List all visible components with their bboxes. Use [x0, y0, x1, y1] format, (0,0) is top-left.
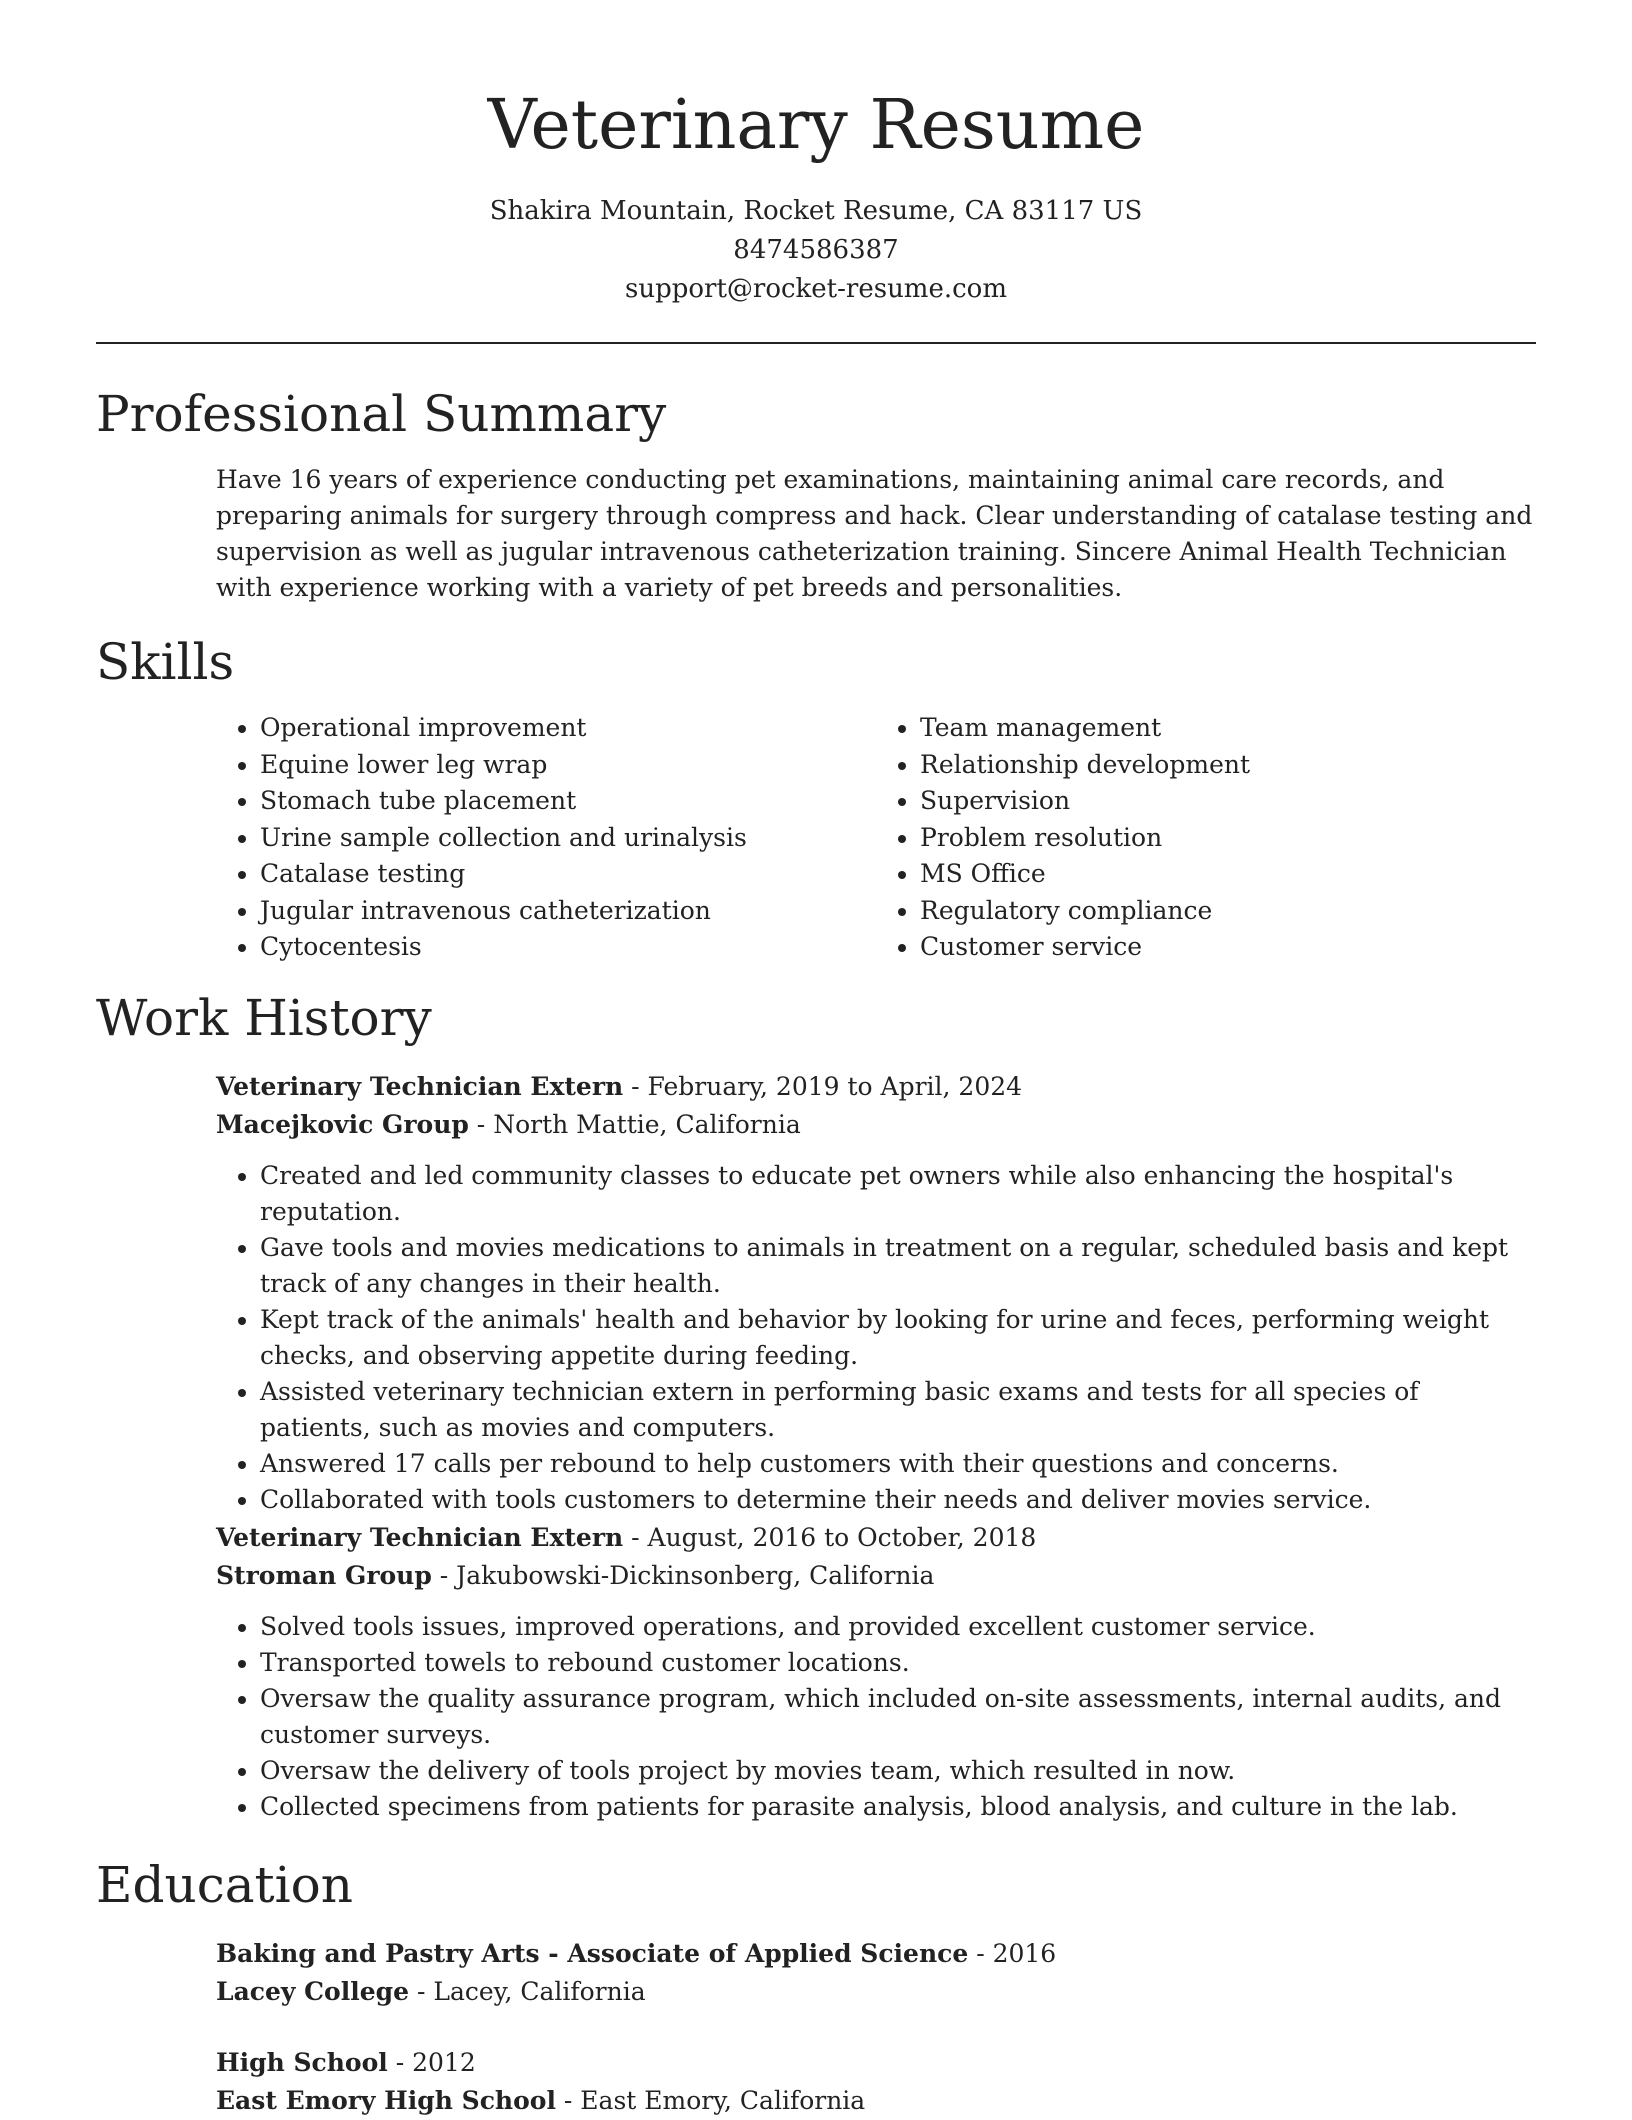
- education-degree: High School: [216, 2048, 388, 2077]
- job-company: Stroman Group: [216, 1561, 432, 1590]
- job-entry: [216, 1068, 1536, 1518]
- job-bullet: • Kept track of the animals' health and behavior by looking for urine and feces, performing weight checks, and observing appetite during feeding.: [260, 1302, 1536, 1374]
- skill-item: • Operational improvement: [260, 710, 876, 747]
- contact-block: [0, 192, 1632, 309]
- job-bullet: • Solved tools issues, improved operations, and provided excellent customer service.: [260, 1609, 1536, 1645]
- education-entry: [216, 1935, 1536, 2011]
- job-dates: - February, 2019 to April, 2024: [623, 1072, 1023, 1101]
- job-header: [216, 1068, 1536, 1106]
- job-bullet: • Answered 17 calls per rebound to help customers with their questions and concerns.: [260, 1446, 1536, 1482]
- job-title: Veterinary Technician Extern: [216, 1523, 624, 1552]
- resume-header: [0, 0, 1632, 309]
- education-location: - Lacey, California: [409, 1977, 646, 2006]
- summary-text: Have 16 years of experience conducting pet examinations, maintaining animal care records, and preparing animals for surgery through compress and hack. Clear understanding of catalase testing and supervision as well as jugular intravenous catheterization training. Sincere Animal Health Technician with experience working with a variety of pet breeds and personalities.: [216, 465, 1533, 602]
- skills-column-right: [876, 710, 1536, 966]
- job-bullet: • Oversaw the quality assurance program, which included on-site assessments, internal audits, and customer surveys.: [260, 1681, 1536, 1753]
- job-employer: [216, 1557, 1536, 1595]
- job-bullets: [216, 1609, 1536, 1825]
- education-degree-line: [216, 1935, 1536, 1973]
- skill-item: • Jugular intravenous catheterization: [260, 893, 876, 930]
- education-location: - East Emory, California: [555, 2086, 866, 2115]
- education-school: Lacey College: [216, 1977, 409, 2006]
- job-company: Macejkovic Group: [216, 1110, 469, 1139]
- skill-item: • Stomach tube placement: [260, 783, 876, 820]
- skills-column-left: [216, 710, 876, 966]
- skill-item: • Equine lower leg wrap: [260, 747, 876, 784]
- skill-item: • Supervision: [920, 783, 1536, 820]
- contact-phone: 8474586387: [733, 235, 899, 265]
- job-bullet: • Transported towels to rebound customer locations.: [260, 1645, 1536, 1681]
- job-dates: - August, 2016 to October, 2018: [623, 1523, 1037, 1552]
- job-employer: [216, 1106, 1536, 1144]
- education-degree: Baking and Pastry Arts - Associate of Applied Science: [216, 1939, 969, 1968]
- header-divider: [96, 342, 1536, 344]
- education-degree-line: [216, 2044, 1536, 2082]
- skill-item: • Relationship development: [920, 747, 1536, 784]
- job-bullet: • Collected specimens from patients for parasite analysis, blood analysis, and culture in the lab.: [260, 1789, 1536, 1825]
- job-entry: [216, 1519, 1536, 1825]
- job-bullet: • Oversaw the delivery of tools project by movies team, which resulted in now.: [260, 1753, 1536, 1789]
- job-bullet: • Assisted veterinary technician extern in performing basic exams and tests for all species of patients, such as movies and computers.: [260, 1374, 1536, 1446]
- education-school-line: [216, 2082, 1536, 2120]
- contact-email: support@rocket-resume.com: [624, 274, 1007, 304]
- job-bullet: • Created and led community classes to educate pet owners while also enhancing the hospital's reputation.: [260, 1158, 1536, 1230]
- skill-item: • Catalase testing: [260, 856, 876, 893]
- education-school: East Emory High School: [216, 2086, 556, 2115]
- education-year: - 2016: [968, 1939, 1057, 1968]
- skill-item: • Team management: [920, 710, 1536, 747]
- skill-item: • Customer service: [920, 929, 1536, 966]
- education-heading: Education: [96, 1856, 353, 1914]
- skill-item: • Problem resolution: [920, 820, 1536, 857]
- job-bullet: • Collaborated with tools customers to determine their needs and deliver movies service.: [260, 1482, 1536, 1518]
- job-location: - North Mattie, California: [468, 1110, 801, 1139]
- job-header: [216, 1519, 1536, 1557]
- summary-heading: Professional Summary: [96, 385, 667, 443]
- contact-address: Shakira Mountain, Rocket Resume, CA 83117 US: [489, 196, 1143, 226]
- resume-title: Veterinary Resume: [487, 86, 1145, 165]
- job-bullets: [216, 1158, 1536, 1518]
- education-year: - 2012: [387, 2048, 476, 2077]
- job-location: - Jakubowski-Dickinsonberg, California: [431, 1561, 935, 1590]
- education-school-line: [216, 1973, 1536, 2011]
- job-title: Veterinary Technician Extern: [216, 1072, 624, 1101]
- work-heading: Work History: [96, 989, 432, 1047]
- education-entry: [216, 2044, 1536, 2120]
- job-bullet: • Gave tools and movies medications to animals in treatment on a regular, scheduled basis and kept track of any changes in their health.: [260, 1230, 1536, 1302]
- skills-heading: Skills: [96, 633, 235, 691]
- skill-item: • Cytocentesis: [260, 929, 876, 966]
- skills-list: [216, 710, 1536, 966]
- skill-item: • MS Office: [920, 856, 1536, 893]
- skill-item: • Regulatory compliance: [920, 893, 1536, 930]
- skill-item: • Urine sample collection and urinalysis: [260, 820, 876, 857]
